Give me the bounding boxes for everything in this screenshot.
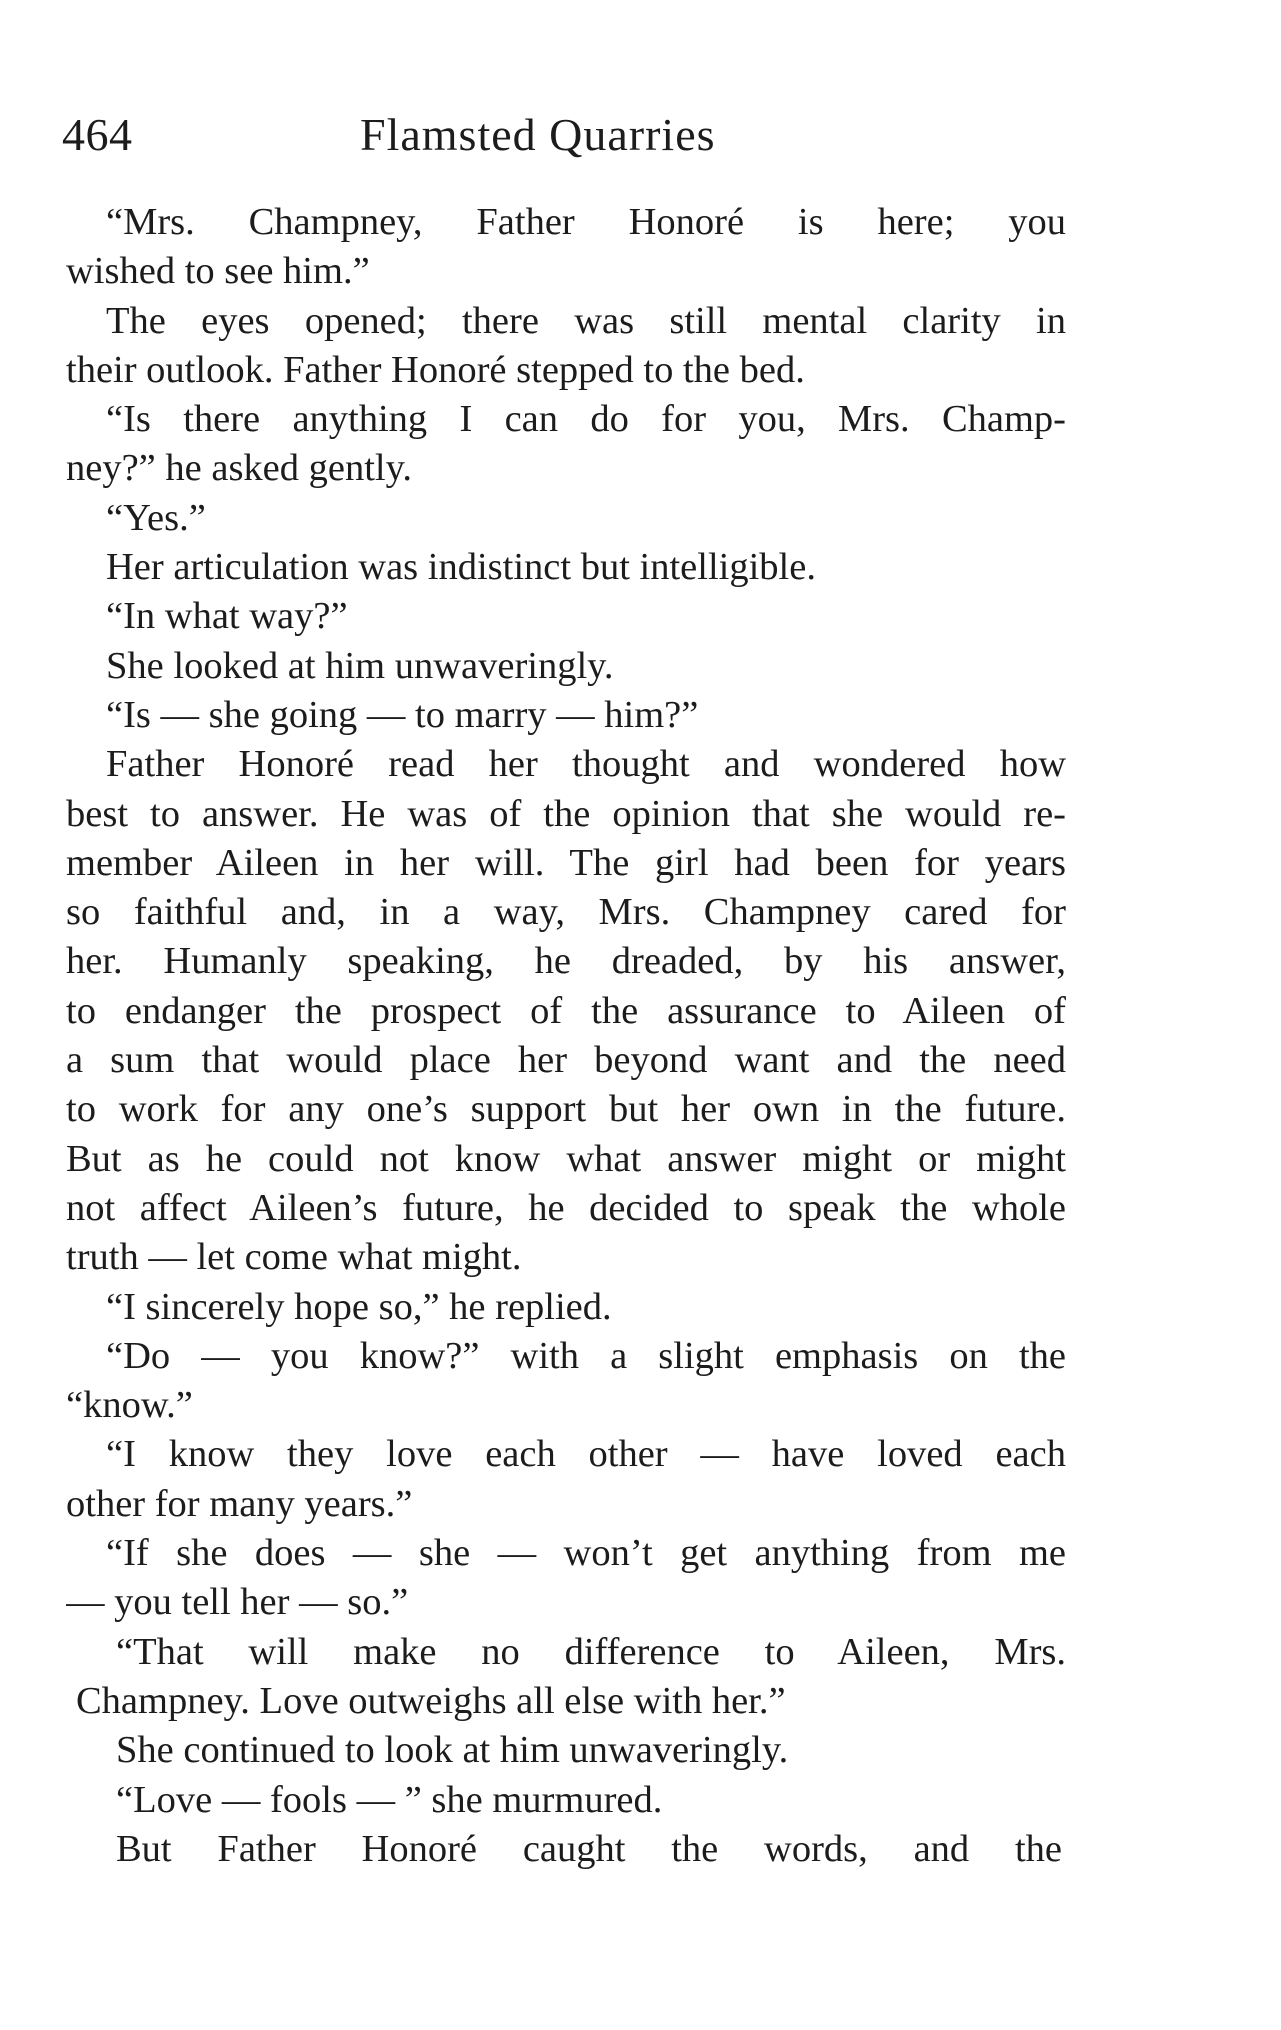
text-line: Her articulation was indistinct but intelligible. bbox=[106, 546, 816, 589]
running-title: Flamsted Quarries bbox=[360, 109, 716, 160]
text-line: wished to see him.” bbox=[66, 250, 370, 293]
text-line: “If she does — she — won’t get anything from me bbox=[106, 1532, 1066, 1575]
text-line: so faithful and, in a way, Mrs. Champney cared for bbox=[66, 891, 1066, 934]
text-line: not affect Aileen’s future, he decided to speak the whole bbox=[66, 1186, 1066, 1229]
text-line: She looked at him unwaveringly. bbox=[106, 644, 614, 687]
text-line: “Do — you know?” with a slight emphasis on the bbox=[106, 1334, 1066, 1377]
text-line: “Is there anything I can do for you, Mrs. Champ- bbox=[106, 398, 1066, 441]
text-line: She continued to look at him unwaveringly. bbox=[116, 1729, 789, 1772]
text-line: other for many years.” bbox=[66, 1482, 413, 1525]
text-line: “In what way?” bbox=[106, 595, 348, 638]
text-line: Father Honoré read her thought and wondered how bbox=[106, 743, 1066, 786]
body-text bbox=[66, 198, 1066, 1874]
text-line: ney?” he asked gently. bbox=[66, 447, 412, 490]
text-line: “I know they love each other — have loved each bbox=[106, 1433, 1066, 1476]
text-line: “I sincerely hope so,” he replied. bbox=[106, 1285, 612, 1328]
text-line: The eyes opened; there was still mental clarity in bbox=[106, 299, 1066, 342]
text-line: Champney. Love outweighs all else with her.” bbox=[76, 1679, 786, 1722]
text-line: best to answer. He was of the opinion that she would re- bbox=[66, 792, 1066, 835]
text-line: “Love — fools — ” she murmured. bbox=[116, 1778, 663, 1821]
text-line: to work for any one’s support but her own in the future. bbox=[66, 1088, 1066, 1131]
text-line: a sum that would place her beyond want and the need bbox=[66, 1039, 1066, 1082]
text-line: to endanger the prospect of the assurance to Aileen of bbox=[66, 989, 1066, 1032]
text-line: “Mrs. Champney, Father Honoré is here; you bbox=[106, 201, 1066, 243]
page-header bbox=[62, 105, 1062, 165]
text-line: But Father Honoré caught the words, and the bbox=[116, 1827, 1062, 1870]
text-line: — you tell her — so.” bbox=[66, 1581, 409, 1624]
text-line: “Yes.” bbox=[106, 496, 206, 539]
text-line: “know.” bbox=[66, 1384, 193, 1427]
text-line: “That will make no difference to Aileen, Mrs. bbox=[116, 1630, 1066, 1673]
text-line: truth — let come what might. bbox=[66, 1236, 522, 1279]
text-line: their outlook. Father Honoré stepped to the bed. bbox=[66, 348, 805, 391]
text-line: her. Humanly speaking, he dreaded, by his answer, bbox=[66, 940, 1066, 983]
text-line: “Is — she going — to marry — him?” bbox=[106, 693, 699, 736]
text-line: member Aileen in her will. The girl had been for years bbox=[66, 841, 1066, 884]
page-number: 464 bbox=[62, 109, 133, 160]
text-line: But as he could not know what answer might or might bbox=[66, 1137, 1066, 1180]
